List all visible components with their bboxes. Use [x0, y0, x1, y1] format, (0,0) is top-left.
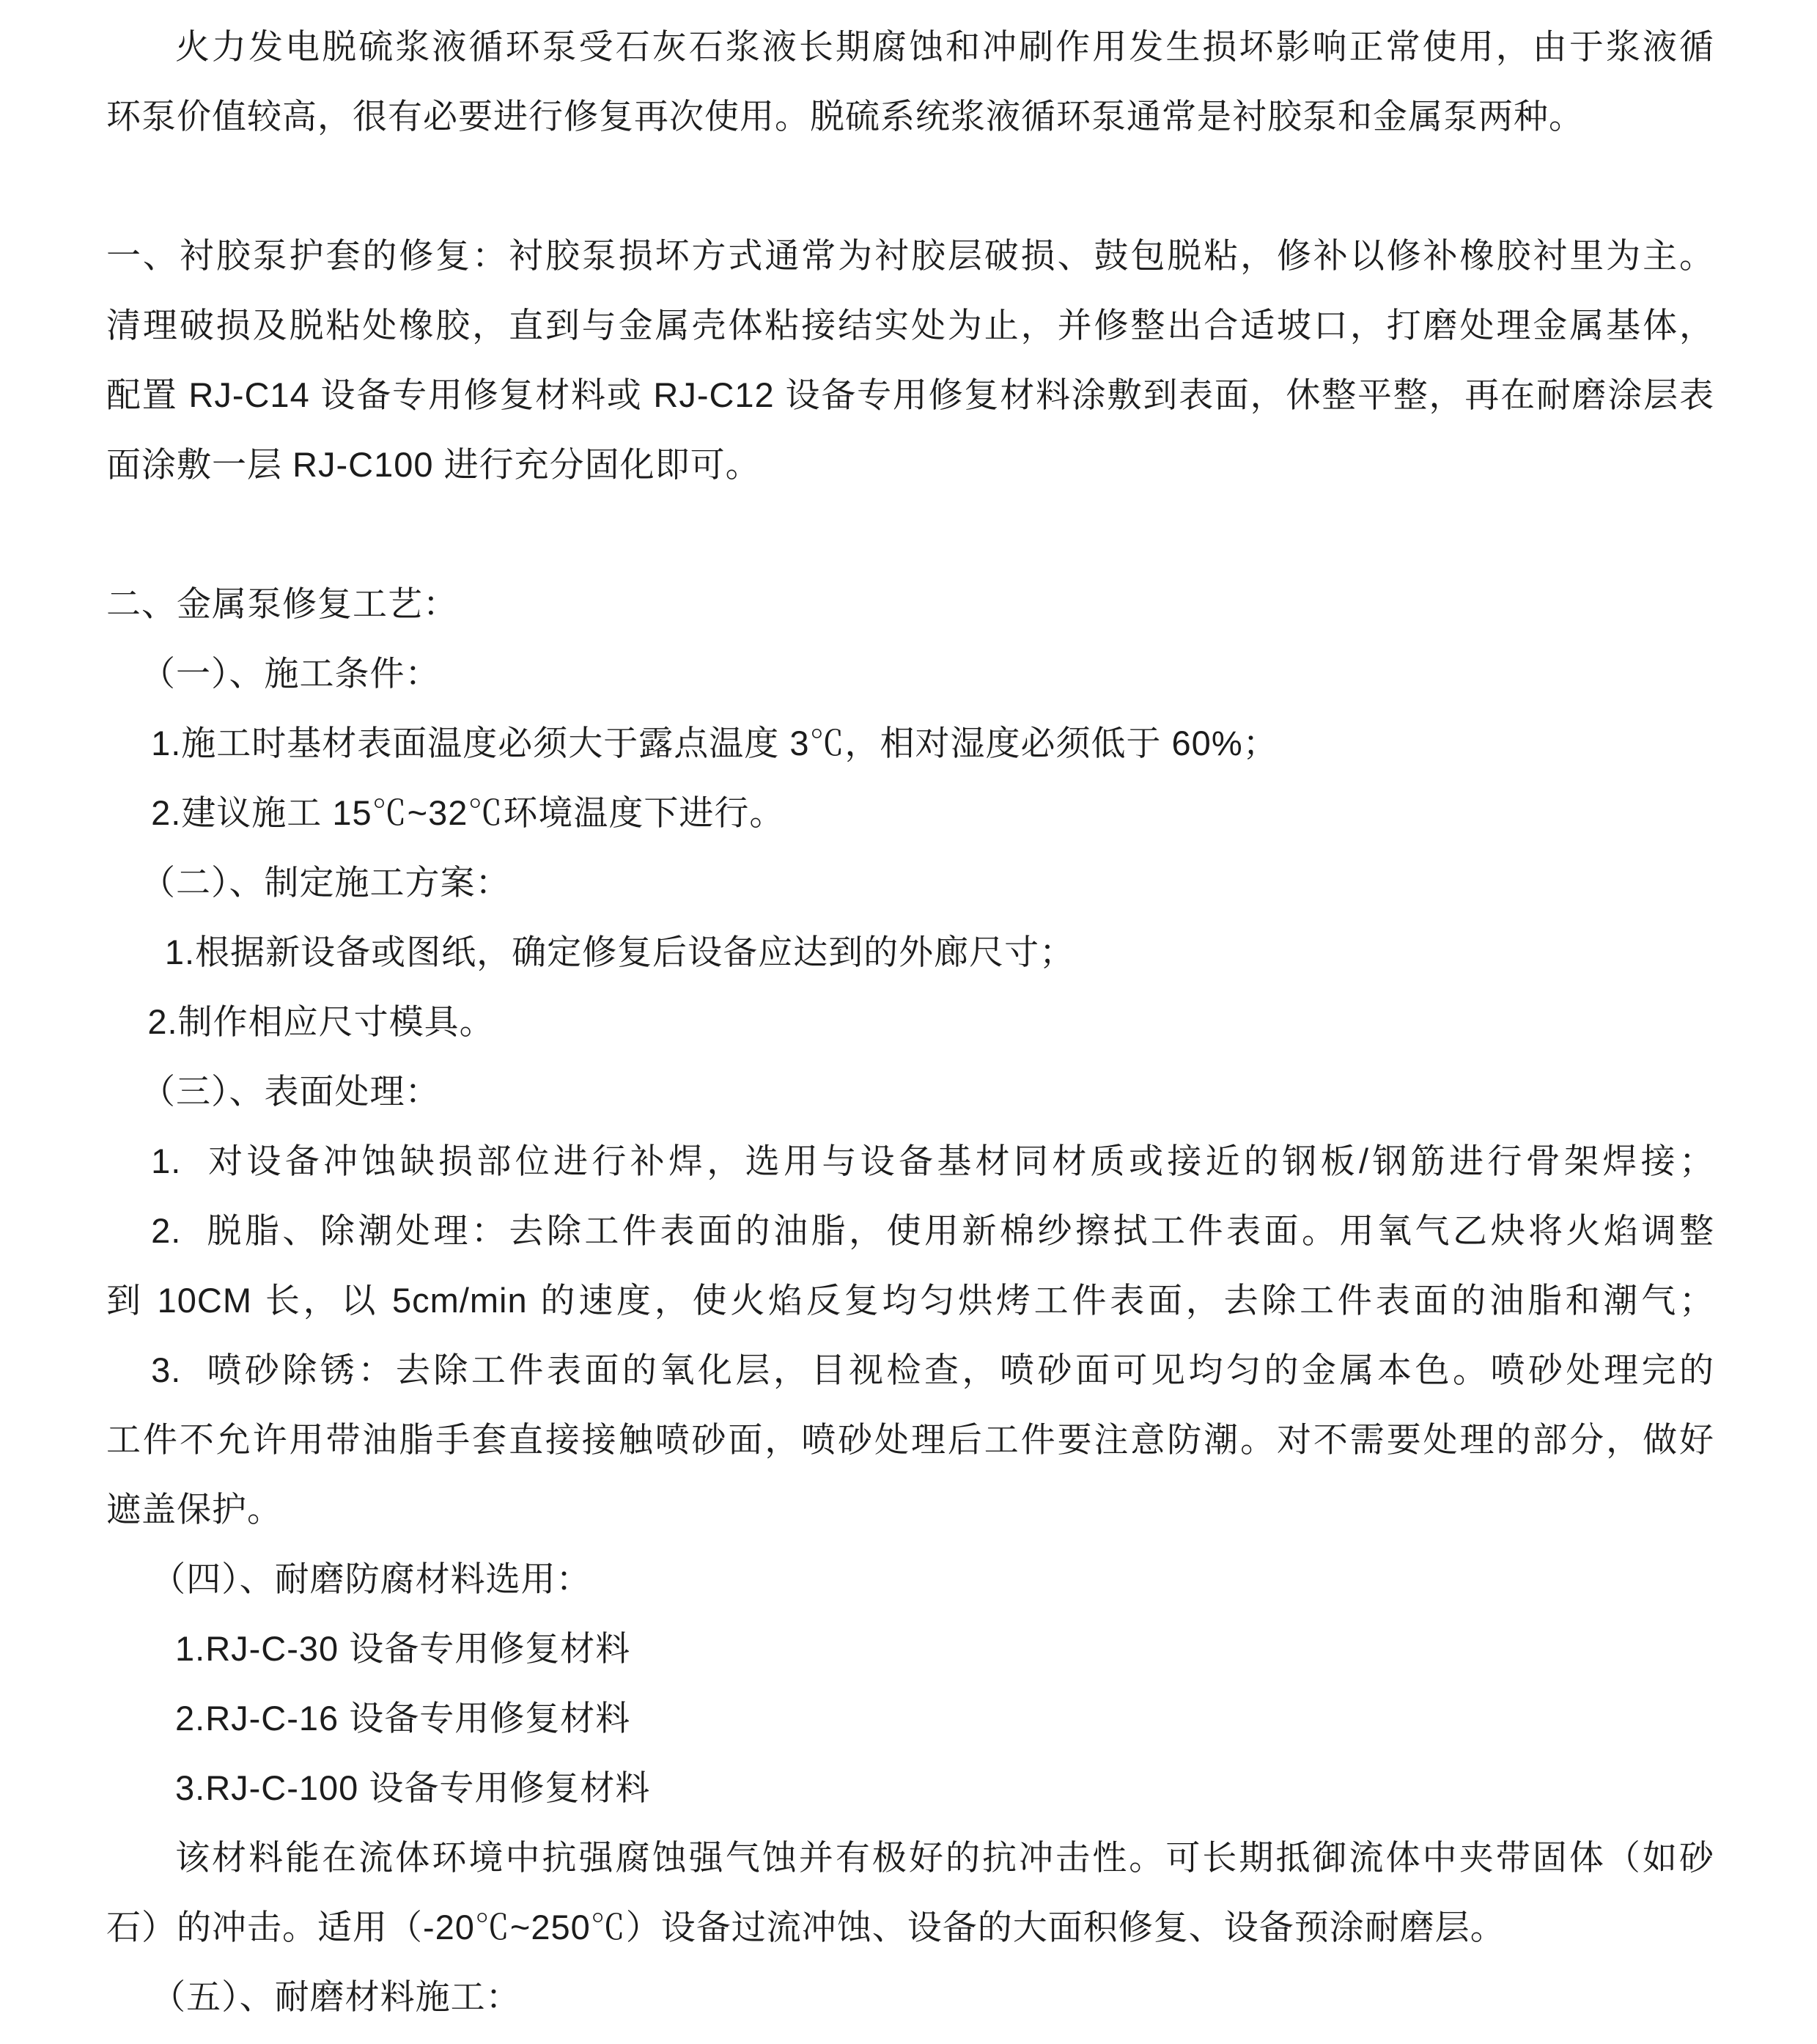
text-line: （二）、制定施工方案： — [141, 863, 511, 902]
text-line: 石）的冲击。适用（-20℃~250℃）设备过流冲蚀、设备的大面积修复、设备预涂耐磨层。 — [106, 1908, 1505, 1946]
text-line: 1.RJ-C-30 设备专用修复材料 — [175, 1629, 631, 1668]
text-line — [106, 151, 1714, 221]
text-line: 2.制作相应尺寸模具。 — [147, 1002, 495, 1041]
text-line: 该材料能在流体环境中抗强腐蚀强气蚀并有极好的抗冲击性。可长期抵御流体中夹带固体（如砂 — [175, 1838, 1714, 1877]
text-line: 遮盖保护。 — [106, 1490, 282, 1529]
text-line — [106, 499, 1714, 569]
text-line: 配置 RJ-C14 设备专用修复材料或 RJ-C12 设备专用修复材料涂敷到表面，休整平整，再在耐磨涂层表 — [106, 375, 1714, 414]
text-line: 3.RJ-C-100 设备专用修复材料 — [175, 1768, 651, 1807]
text-line: 2.RJ-C-16 设备专用修复材料 — [175, 1699, 631, 1738]
text-line: 1. 对设备冲蚀缺损部位进行补焊，选用与设备基材同材质或接近的钢板/钢筋进行骨架焊接； — [151, 1142, 1714, 1180]
document-body — [106, 12, 1714, 2032]
text-line: 2.建议施工 15℃~32℃环境温度下进行。 — [151, 793, 785, 832]
text-line: 工件不允许用带油脂手套直接接触喷砂面，喷砂处理后工件要注意防潮。对不需要处理的部分，做好 — [106, 1420, 1714, 1459]
text-line: 火力发电脱硫浆液循环泵受石灰石浆液长期腐蚀和冲刷作用发生损坏影响正常使用，由于浆液循 — [175, 27, 1714, 66]
text-line: （三）、表面处理： — [141, 1072, 441, 1111]
text-line: 环泵价值较高，很有必要进行修复再次使用。脱硫系统浆液循环泵通常是衬胶泵和金属泵两种。 — [106, 97, 1584, 136]
text-line: 到 10CM 长，以 5cm/min 的速度，使火焰反复均匀烘烤工件表面，去除工件表面的油脂和潮气； — [106, 1281, 1714, 1320]
text-line: 面涂敷一层 RJ-C100 进行充分固化即可。 — [106, 445, 761, 484]
text-line: 1.根据新设备或图纸，确定修复后设备应达到的外廊尺寸； — [164, 933, 1075, 971]
text-line: 3. 喷砂除锈：去除工件表面的氧化层，目视检查，喷砂面可见均匀的金属本色。喷砂处理完的 — [151, 1350, 1714, 1389]
text-line: （一）、施工条件： — [141, 654, 441, 693]
text-line: 2. 脱脂、除潮处理：去除工件表面的油脂，使用新棉纱擦拭工件表面。用氧气乙炔将火焰调整 — [151, 1211, 1714, 1250]
text-line: （四）、耐磨防腐材料选用： — [151, 1559, 591, 1598]
text-line: 1.施工时基材表面温度必须大于露点温度 3℃，相对湿度必须低于 60%； — [151, 724, 1278, 762]
text-line: 一、衬胶泵护套的修复：衬胶泵损坏方式通常为衬胶层破损、鼓包脱粘，修补以修补橡胶衬里为主。 — [106, 236, 1714, 275]
text-line: （五）、耐磨材料施工： — [151, 1977, 521, 2016]
text-line: 清理破损及脱粘处橡胶，直到与金属壳体粘接结实处为止，并修整出合适坡口，打磨处理金属基体， — [106, 306, 1714, 345]
text-line: 二、金属泵修复工艺： — [106, 584, 458, 623]
